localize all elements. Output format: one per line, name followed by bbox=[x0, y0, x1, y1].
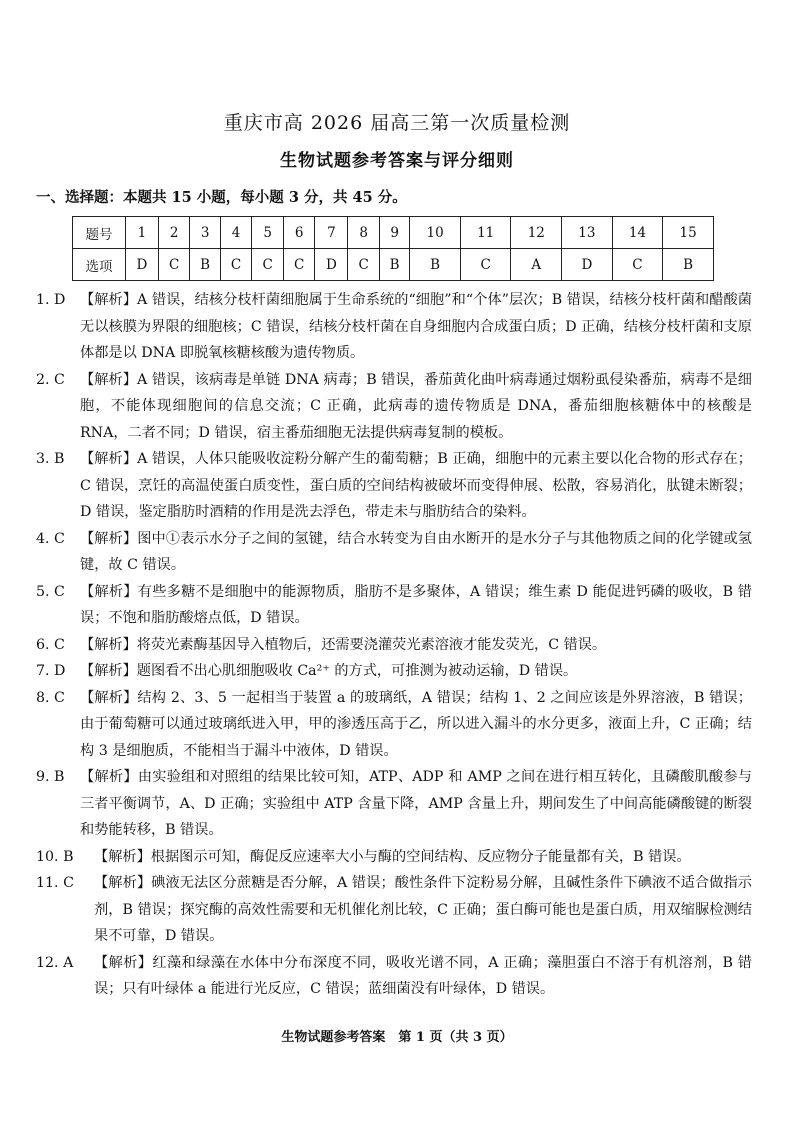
answer-choice: C bbox=[612, 249, 663, 281]
item-text: 【解析】图中①表示水分子之间的氢键，结合水转变为自由水断开的是水分子与其他物质之间的化学键或氢键，故 C 错误。 bbox=[80, 530, 752, 573]
answer-row bbox=[73, 249, 714, 281]
item-number: 2. C bbox=[36, 371, 65, 388]
item-text: 【解析】A 错误，结核分枝杆菌细胞属于生命系统的“细胞”和“个体”层次；B 错误，结核分枝杆菌和醋酸菌无以核膜为界限的细胞核；C 错误，结核分枝杆菌在自身细胞内合成蛋白质；D 正确，结核分枝杆菌和支原体都是以 DNA 即脱氧核糖核酸为遗传物质。 bbox=[80, 292, 752, 361]
question-number: 14 bbox=[612, 217, 663, 249]
explanation-item bbox=[36, 685, 752, 765]
item-number: 6. C bbox=[36, 636, 65, 653]
question-number: 11 bbox=[460, 217, 511, 249]
explanation-item bbox=[36, 632, 752, 659]
question-number: 9 bbox=[379, 217, 409, 249]
explanation-item bbox=[36, 764, 752, 844]
explanation-item bbox=[36, 287, 752, 367]
item-text: 【解析】题图看不出心肌细胞吸收 Ca²⁺ 的方式，可推测为被动运输，D 错误。 bbox=[80, 663, 578, 679]
explanation-item bbox=[36, 579, 752, 632]
item-number: 9. B bbox=[36, 769, 65, 785]
item-number: 7. D bbox=[36, 663, 66, 679]
item-number: 8. C bbox=[36, 689, 65, 706]
question-number: 1 bbox=[126, 217, 159, 249]
item-number: 3. B bbox=[36, 451, 65, 467]
answer-table bbox=[72, 216, 714, 281]
answer-choice: C bbox=[460, 249, 511, 281]
explanation-item bbox=[36, 950, 752, 1003]
item-number: 10. B bbox=[36, 848, 74, 865]
item-number: 1. D bbox=[36, 292, 66, 308]
question-number: 13 bbox=[562, 217, 613, 249]
page-subtitle: 生物试题参考答案与评分细则 bbox=[280, 151, 514, 171]
explanation-item bbox=[36, 870, 752, 950]
answer-choice: C bbox=[158, 249, 190, 281]
item-text: 【解析】由实验组和对照组的结果比较可知，ATP、ADP 和 AMP 之间在进行相互转化，且磷酸肌酸参与三者平衡调节，A、D 正确；实验组中 ATP 含量下降，AMP 含量上升，期间发生了中间高能磷酸键的断裂和势能转移，B 错误。 bbox=[80, 769, 752, 838]
row-label: 题号 bbox=[73, 217, 126, 249]
item-text: 【解析】红藻和绿藻在水体中分布深度不同，吸收光谱不同，A 正确；藻胆蛋白不溶于有机溶剂，B 错误；只有叶绿体 a 能进行光反应，C 错误；蓝细菌没有叶绿体，D 错误。 bbox=[94, 954, 752, 997]
item-text: 【解析】结构 2、3、5 一起相当于装置 a 的玻璃纸，A 错误；结构 1、2 之间应该是外界溶液，B 错误；由于葡萄糖可以通过玻璃纸进入甲，甲的渗透压高于乙，所以进入漏斗的水分更多，液面上升，C 正确；结构 3 是细胞质，不能相当于漏斗中液体，D 错误。 bbox=[80, 689, 752, 759]
answer-choice: B bbox=[190, 249, 220, 281]
item-text: 【解析】将荧光素酶基因导入植物后，还需要浇灌荧光素溶液才能发荧光，C 错误。 bbox=[80, 636, 607, 653]
answer-choice: D bbox=[126, 249, 159, 281]
item-number: 4. C bbox=[36, 530, 65, 547]
explanation-item bbox=[36, 526, 752, 579]
question-number: 5 bbox=[252, 217, 284, 249]
item-number: 5. C bbox=[36, 583, 65, 600]
answer-choice: C bbox=[252, 249, 284, 281]
item-text: 【解析】A 错误，该病毒是单链 DNA 病毒；B 错误，番茄黄化曲叶病毒通过烟粉虱侵染番茄，病毒不是细胞，不能体现细胞间的信息交流；C 正确，此病毒的遗传物质是 DNA，番茄细胞核糖体中的核酸是 RNA，二者不同；D 错误，宿主番茄细胞无法提供病毒复制的模板。 bbox=[80, 371, 752, 441]
question-number: 8 bbox=[348, 217, 380, 249]
explanation-item bbox=[36, 367, 752, 447]
question-number: 10 bbox=[410, 217, 461, 249]
row-label: 选项 bbox=[73, 249, 126, 281]
answer-choice: B bbox=[663, 249, 714, 281]
item-text: 【解析】A 错误，人体只能吸收淀粉分解产生的葡萄糖；B 正确，细胞中的元素主要以化合物的形式存在；C 错误，烹饪的高温使蛋白质变性，蛋白质的空间结构被破坏而变得伸展、松散，容易消化，肽键未断裂；D 错误，鉴定脂肪时酒精的作用是洗去浮色，带走未与脂肪结合的染料。 bbox=[80, 451, 752, 520]
question-number: 12 bbox=[511, 217, 562, 249]
explanation-item bbox=[36, 446, 752, 526]
answer-choice: B bbox=[379, 249, 409, 281]
question-number: 2 bbox=[158, 217, 190, 249]
item-number: 11. C bbox=[36, 875, 74, 891]
question-number: 4 bbox=[220, 217, 252, 249]
question-number-row bbox=[73, 217, 714, 249]
page-title: 重庆市高 2026 届高三第一次质量检测 bbox=[223, 112, 571, 134]
answer-choice: B bbox=[410, 249, 461, 281]
question-number: 3 bbox=[190, 217, 220, 249]
page-footer: 生物试题参考答案 第 1 页（共 3 页） bbox=[281, 1030, 513, 1045]
section-heading: 一、选择题：本题共 15 小题，每小题 3 分，共 45 分。 bbox=[36, 189, 407, 206]
answer-choice: A bbox=[511, 249, 562, 281]
item-text: 【解析】有些多糖不是细胞中的能源物质，脂肪不是多聚体，A 错误；维生素 D 能促进钙磷的吸收，B 错误；不饱和脂肪酸熔点低，D 错误。 bbox=[80, 583, 752, 626]
explanation-item bbox=[36, 844, 752, 871]
item-text: 【解析】碘液无法区分蔗糖是否分解，A 错误；酸性条件下淀粉易分解，且碱性条件下碘液不适合做指示剂，B 错误；探究酶的高效性需要和无机催化剂比较，C 正确；蛋白酶可能也是蛋白质，用双缩脲检测结果不可靠，D 错误。 bbox=[94, 875, 752, 944]
explanation-list bbox=[36, 287, 752, 1003]
answer-choice: C bbox=[348, 249, 380, 281]
question-number: 7 bbox=[315, 217, 348, 249]
answer-choice: C bbox=[283, 249, 315, 281]
question-number: 15 bbox=[663, 217, 714, 249]
item-text: 【解析】根据图示可知，酶促反应速率大小与酶的空间结构、反应物分子能量都有关，B 错误。 bbox=[94, 848, 691, 865]
explanation-item bbox=[36, 658, 752, 685]
answer-choice: D bbox=[562, 249, 613, 281]
item-number: 12. A bbox=[36, 954, 74, 971]
answer-choice: D bbox=[315, 249, 348, 281]
question-number: 6 bbox=[283, 217, 315, 249]
answer-choice: C bbox=[220, 249, 252, 281]
